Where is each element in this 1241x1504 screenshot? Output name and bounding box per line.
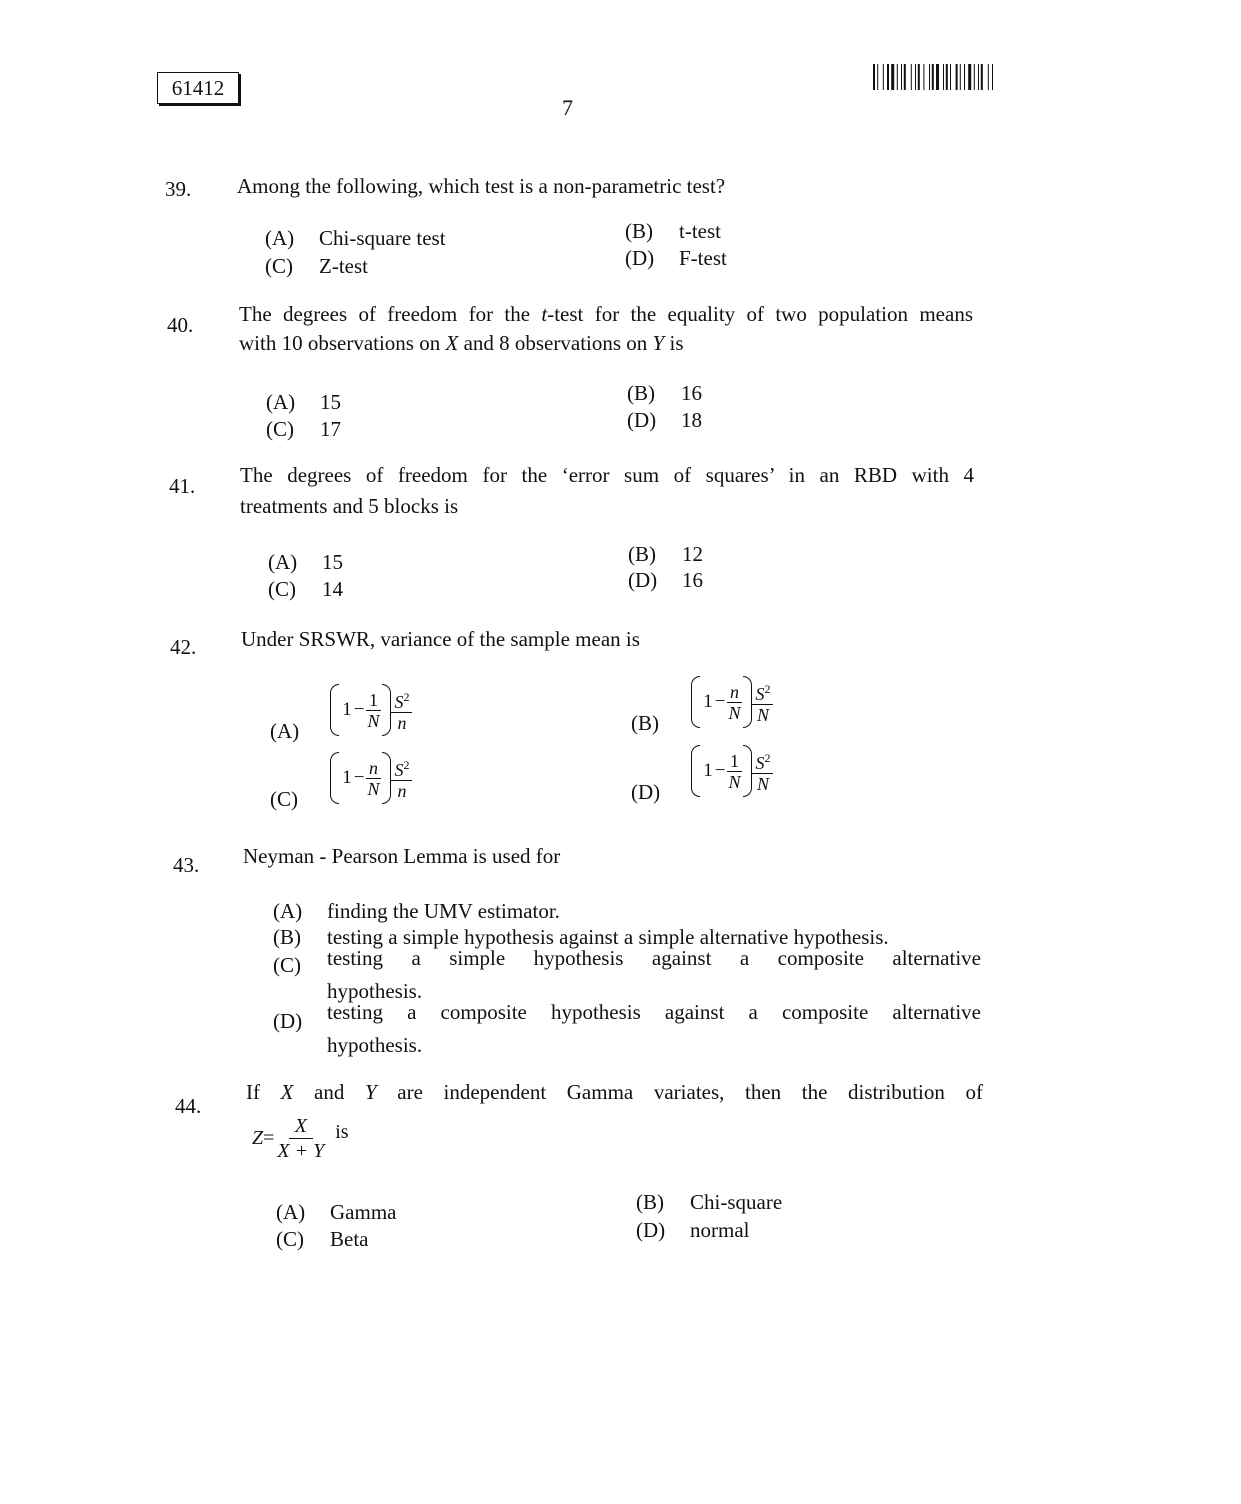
exponent: 2 bbox=[764, 682, 771, 696]
option-text: Chi-square bbox=[690, 1190, 783, 1214]
question-text-line-2 bbox=[239, 329, 684, 358]
option-label: (B) bbox=[636, 1190, 664, 1214]
option-b bbox=[627, 381, 702, 406]
numerator: X bbox=[289, 1114, 313, 1139]
formula-a bbox=[330, 684, 412, 736]
option-text: 16 bbox=[681, 381, 702, 405]
option-d bbox=[628, 568, 703, 593]
option-d-text-line-2: hypothesis. bbox=[327, 1033, 423, 1057]
left-paren bbox=[330, 752, 339, 804]
left-paren bbox=[691, 745, 700, 797]
option-label: (A) bbox=[273, 899, 303, 923]
numerator: n bbox=[366, 758, 381, 779]
denominator: n bbox=[397, 713, 407, 733]
question-number: 42. bbox=[170, 635, 197, 659]
option-label: (C) bbox=[270, 786, 298, 811]
option-c bbox=[265, 254, 368, 279]
option-label: (C) bbox=[268, 577, 296, 601]
question-text-line-2: treatments and 5 blocks is bbox=[240, 494, 459, 518]
minus-sign: − bbox=[714, 691, 726, 712]
page-number: 7 bbox=[562, 95, 573, 120]
option-text: F-test bbox=[679, 246, 727, 270]
option-text: 16 bbox=[682, 568, 703, 592]
left-paren bbox=[691, 676, 700, 728]
question-number: 41. bbox=[169, 474, 196, 498]
option-label: (C) bbox=[276, 1227, 304, 1251]
option-text: normal bbox=[690, 1218, 750, 1242]
one: 1 bbox=[703, 691, 713, 712]
right-paren bbox=[382, 752, 391, 804]
z-symbol: Z bbox=[252, 1127, 264, 1149]
numerator: 1 bbox=[727, 751, 742, 772]
option-label: (A) bbox=[265, 226, 295, 250]
denominator: n bbox=[397, 781, 407, 801]
option-c-text-line-1: testing a simple hypothesis against a composite alternative bbox=[327, 946, 981, 970]
option-label: (D) bbox=[625, 246, 655, 270]
option-text: 15 bbox=[322, 550, 343, 574]
numerator: 1 bbox=[366, 690, 381, 711]
fraction bbox=[752, 748, 773, 794]
option-label: (D) bbox=[627, 408, 657, 432]
fraction bbox=[725, 682, 743, 723]
one: 1 bbox=[342, 699, 352, 720]
option-a bbox=[265, 226, 446, 251]
option-c-text-line-2: hypothesis. bbox=[327, 979, 423, 1003]
option-a bbox=[276, 1200, 396, 1225]
s-symbol: S bbox=[755, 684, 765, 704]
denominator: N bbox=[728, 702, 741, 723]
fraction bbox=[725, 751, 743, 792]
option-label: (D) bbox=[636, 1218, 666, 1242]
s-symbol: S bbox=[755, 753, 765, 773]
option-d-text-line-1: testing a composite hypothesis against a composite alternative bbox=[327, 1000, 981, 1024]
text-span: The degrees of freedom for the bbox=[239, 302, 542, 326]
option-text: 18 bbox=[681, 408, 702, 432]
question-number: 39. bbox=[165, 177, 192, 201]
barcode-image bbox=[873, 64, 1028, 90]
option-text: 14 bbox=[322, 577, 343, 601]
exponent: 2 bbox=[403, 758, 410, 772]
option-label: (D) bbox=[631, 779, 661, 804]
option-d bbox=[631, 745, 773, 805]
option-d bbox=[636, 1218, 749, 1243]
text-span: with 10 observations on bbox=[239, 331, 446, 355]
option-b bbox=[636, 1190, 782, 1215]
option-label: (C) bbox=[273, 953, 301, 977]
fraction bbox=[752, 679, 773, 725]
paper-code-box: 61412 bbox=[157, 72, 239, 104]
variable-x: X bbox=[445, 331, 459, 355]
text-span: are independent Gamma variates, then the distribution of bbox=[376, 1080, 983, 1104]
option-text: t-test bbox=[679, 219, 721, 243]
formula-c bbox=[330, 752, 412, 804]
equals-sign: = bbox=[263, 1127, 275, 1149]
option-label: (A) bbox=[266, 390, 296, 414]
fraction bbox=[274, 1114, 327, 1163]
denominator: N bbox=[367, 778, 380, 799]
variable-x: X bbox=[280, 1080, 294, 1104]
text-span: is bbox=[664, 331, 684, 355]
denominator: N bbox=[367, 710, 380, 731]
question-text-line-1: The degrees of freedom for the ‘error sum of squares’ in an RBD with 4 bbox=[240, 463, 974, 487]
option-c bbox=[273, 953, 327, 978]
denominator: N bbox=[756, 774, 769, 794]
option-c bbox=[266, 417, 341, 442]
text-span: and 8 observations on bbox=[458, 331, 653, 355]
fraction bbox=[364, 690, 382, 731]
variable-t: t bbox=[541, 302, 548, 326]
option-text: 17 bbox=[320, 417, 341, 441]
option-c bbox=[276, 1227, 368, 1252]
text-span: -test for the equality of two population means bbox=[547, 302, 973, 326]
minus-sign: − bbox=[353, 699, 365, 720]
question-number: 44. bbox=[175, 1094, 202, 1118]
option-text: 12 bbox=[682, 542, 703, 566]
formula-d bbox=[691, 745, 773, 797]
fraction bbox=[391, 755, 412, 801]
option-c bbox=[268, 577, 343, 602]
option-d bbox=[627, 408, 702, 433]
right-paren bbox=[382, 684, 391, 736]
option-label: (D) bbox=[628, 568, 658, 592]
left-paren bbox=[330, 684, 339, 736]
text-span: If bbox=[246, 1080, 281, 1104]
option-label: (C) bbox=[265, 254, 293, 278]
option-text: testing a simple hypothesis against a simple alternative hypothesis. bbox=[327, 925, 889, 949]
option-a bbox=[273, 899, 560, 924]
option-b bbox=[628, 542, 703, 567]
minus-sign: − bbox=[714, 760, 726, 781]
option-text: 15 bbox=[320, 390, 341, 414]
question-text: Among the following, which test is a non-parametric test? bbox=[237, 174, 726, 198]
fraction bbox=[391, 687, 412, 733]
option-label: (A) bbox=[270, 718, 300, 743]
question-number: 43. bbox=[173, 853, 200, 877]
denominator: N bbox=[756, 705, 769, 725]
is-text: is bbox=[335, 1121, 349, 1143]
option-text: Z-test bbox=[319, 254, 368, 278]
one: 1 bbox=[342, 767, 352, 788]
option-label: (C) bbox=[266, 417, 294, 441]
option-label: (D) bbox=[273, 1009, 303, 1033]
s-symbol: S bbox=[394, 760, 404, 780]
option-c bbox=[270, 752, 412, 812]
option-b bbox=[625, 219, 721, 244]
variable-y: Y bbox=[364, 1080, 377, 1104]
option-label: (B) bbox=[631, 710, 659, 735]
option-b bbox=[631, 676, 773, 736]
s-symbol: S bbox=[394, 692, 404, 712]
option-d bbox=[625, 246, 727, 271]
denominator: X + Y bbox=[277, 1140, 325, 1162]
one: 1 bbox=[703, 760, 713, 781]
option-label: (B) bbox=[628, 542, 656, 566]
option-text: Beta bbox=[330, 1227, 369, 1251]
question-number: 40. bbox=[167, 313, 194, 337]
right-paren bbox=[743, 676, 752, 728]
denominator: N bbox=[728, 771, 741, 792]
option-label: (B) bbox=[625, 219, 653, 243]
option-a bbox=[266, 390, 341, 415]
variable-y: Y bbox=[652, 331, 665, 355]
option-text: Chi-square test bbox=[319, 226, 446, 250]
question-text: Neyman - Pearson Lemma is used for bbox=[243, 844, 561, 868]
option-d bbox=[273, 1009, 327, 1034]
question-text bbox=[246, 1078, 983, 1107]
numerator: n bbox=[727, 682, 742, 703]
fraction bbox=[364, 758, 382, 799]
z-formula bbox=[252, 1114, 349, 1163]
formula-b bbox=[691, 676, 773, 728]
option-a bbox=[268, 550, 343, 575]
option-a bbox=[270, 684, 412, 744]
question-text: Under SRSWR, variance of the sample mean is bbox=[241, 627, 640, 651]
text-span: and bbox=[293, 1080, 365, 1104]
question-text-line-1 bbox=[239, 300, 973, 329]
option-text: Gamma bbox=[330, 1200, 397, 1224]
right-paren bbox=[743, 745, 752, 797]
option-label: (A) bbox=[268, 550, 298, 574]
exponent: 2 bbox=[764, 751, 771, 765]
exponent: 2 bbox=[403, 690, 410, 704]
option-label: (B) bbox=[627, 381, 655, 405]
minus-sign: − bbox=[353, 767, 365, 788]
option-text: finding the UMV estimator. bbox=[327, 899, 560, 923]
option-label: (B) bbox=[273, 925, 301, 949]
option-label: (A) bbox=[276, 1200, 306, 1224]
